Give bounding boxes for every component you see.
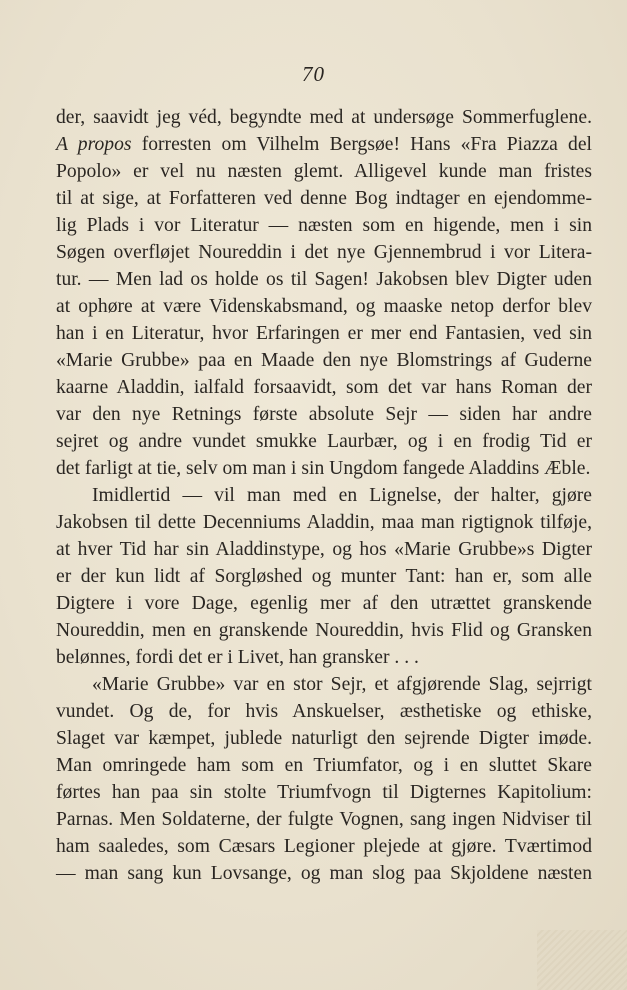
text-line: er der kun lidt af Sorgløshed og munter Tant: han er, som alle — [56, 566, 592, 587]
italic-phrase: A propos — [56, 134, 132, 155]
text-line: tur. — Men lad os holde os til Sagen! Jakobsen blev Digter uden — [56, 269, 592, 290]
text-line: at hver Tid har sin Aladdinstype, og hos «Marie Grubbe»s Digter — [56, 539, 592, 560]
text-line: Noureddin, men en granskende Noureddin, hvis Flid og Gransken — [56, 620, 592, 641]
text-line: — man sang kun Lovsange, og man slog paa Skjoldene næsten — [56, 863, 592, 884]
paragraph-end-line: det farligt at tie, selv om man i sin Ungdom fangede Aladdins Æble. — [56, 458, 591, 479]
paper-texture-corner — [537, 930, 627, 990]
text-line: sejret og andre vundet smukke Laurbær, og i en frodig Tid er — [56, 431, 592, 452]
text-line: Parnas. Men Soldaterne, der fulgte Vognen, sang ingen Nidviser til — [56, 809, 592, 830]
text-line: Jakobsen til dette Decenniums Aladdin, maa man rigtignok tilføje, — [56, 512, 592, 533]
paragraph-end-line: belønnes, fordi det er i Livet, han gransker . . . — [56, 647, 419, 668]
text-line: «Marie Grubbe» paa en Maade den nye Blomstrings af Guderne — [56, 350, 592, 371]
text-line: han i en Literatur, hvor Erfaringen er mer end Fantasien, ved sin — [56, 323, 592, 344]
text-line: kaarne Aladdin, ialfald forsaavidt, som det var hans Roman der — [56, 377, 592, 398]
text-line: førtes han paa sin stolte Triumfvogn til Digternes Kapitolium: — [56, 782, 592, 803]
text-line: Slaget var kæmpet, jublede naturligt den sejrende Digter imøde. — [56, 728, 592, 749]
text-line: til at sige, at Forfatteren ved denne Bog indtager en ejendomme- — [56, 188, 592, 209]
text-line: Søgen overfløjet Noureddin i det nye Gjennembrud i vor Litera- — [56, 242, 592, 263]
paragraph-start-line: Imidlertid — vil man med en Lignelse, der halter, gjøre — [92, 485, 592, 506]
text-line: Man omringede ham som en Triumfator, og i en sluttet Skare — [56, 755, 592, 776]
paragraph-start-line: «Marie Grubbe» var en stor Sejr, et afgjørende Slag, sejrrigt — [92, 674, 592, 695]
text-line: Digtere i vore Dage, egenlig mer af den utrættet granskende — [56, 593, 592, 614]
text-line: A propos forresten om Vilhelm Bergsøe! Hans «Fra Piazza del — [56, 134, 592, 155]
text-line: ham saaledes, som Cæsars Legioner plejede at gjøre. Tværtimod — [56, 836, 592, 857]
text-line: var den nye Retnings første absolute Sejr — siden har andre — [56, 404, 592, 425]
text-line: at ophøre at være Videnskabsmand, og maaske netop derfor blev — [56, 296, 592, 317]
page-number: 70 — [302, 62, 325, 86]
text-line: vundet. Og de, for hvis Anskuelser, æsthetiske og ethiske, — [56, 701, 592, 722]
body-text — [56, 104, 592, 887]
text-line: der, saavidt jeg véd, begyndte med at undersøge Sommerfuglene. — [56, 107, 592, 128]
text-line: lig Plads i vor Literatur — næsten som en higende, men i sin — [56, 215, 592, 236]
text-line: Popolo» er vel nu næsten glemt. Alligevel kunde man fristes — [56, 161, 592, 182]
